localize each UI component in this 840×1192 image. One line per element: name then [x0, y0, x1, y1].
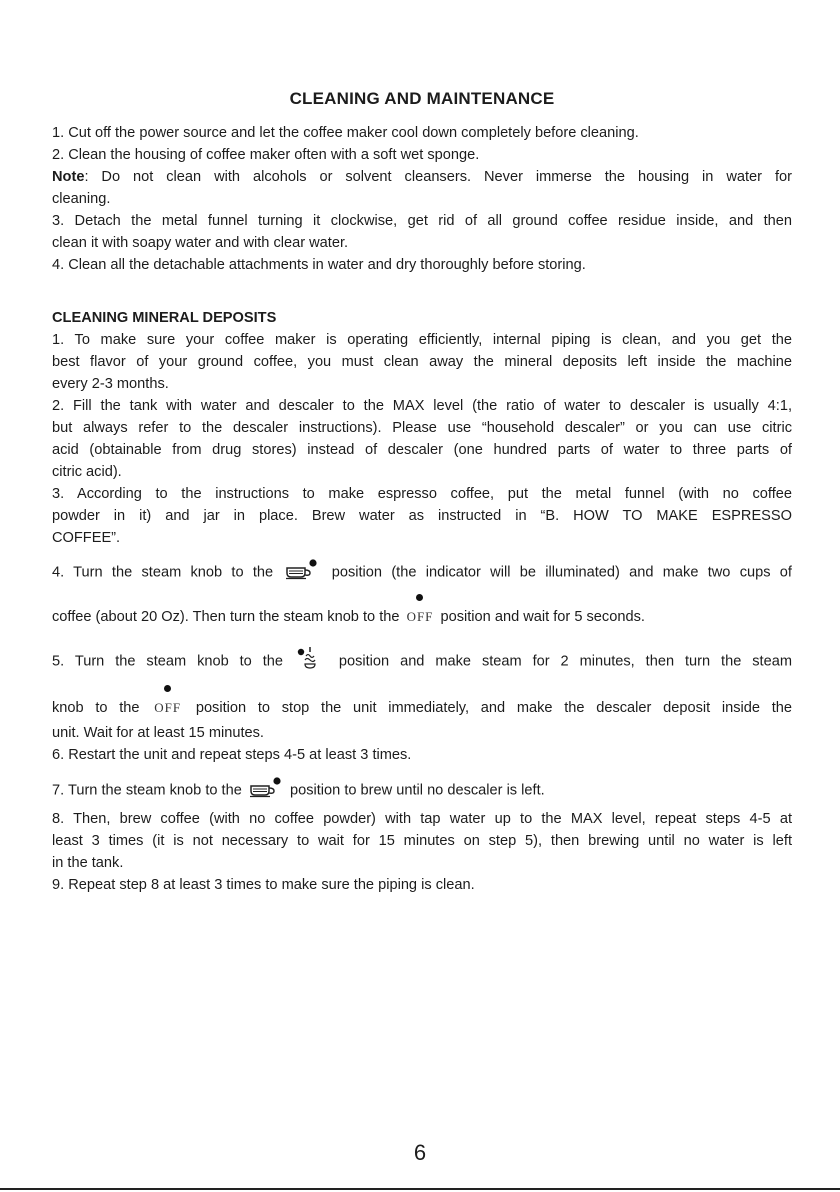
step-5-text-a: 5. Turn the steam knob to the [52, 653, 284, 670]
step-4-text-a: 4. Turn the steam knob to the [52, 564, 274, 581]
mineral-step-1-cont: best flavor of your ground coffee, you must clean away the mineral deposits left inside the machine [52, 354, 792, 370]
step-7-text-b: position to brew until no descaler is left. [289, 782, 545, 799]
off-label: OFF [406, 609, 434, 624]
mineral-step-2-end: citric acid). [52, 464, 122, 480]
mineral-step-2-cont-a: but always refer to the descaler instructions). Please use “household descaler” or you can use citric [52, 420, 792, 436]
bottom-divider [0, 1188, 840, 1190]
document-body [52, 88, 792, 896]
mineral-step-3-end: COFFEE”. [52, 530, 121, 546]
step-5-text-b: position and make steam for 2 minutes, then turn the steam [338, 653, 792, 670]
mineral-step-7 [52, 776, 792, 805]
section-heading: CLEANING MINERAL DEPOSITS [52, 310, 277, 326]
note-label: Note [52, 169, 85, 185]
mineral-step-5-end: unit. Wait for at least 15 minutes. [52, 725, 264, 741]
mineral-step-1: 1. To make sure your coffee maker is operating efficiently, internal piping is clean, and you get the [52, 332, 792, 348]
mineral-step-4-cont [52, 606, 792, 628]
page-title: CLEANING AND MAINTENANCE [289, 89, 555, 108]
maintenance-step-4: 4. Clean all the detachable attachments in water and dry thoroughly before storing. [52, 257, 586, 273]
step-5-text-c: knob to the [52, 700, 140, 716]
maintenance-step-3: 3. Detach the metal funnel turning it clockwise, get rid of all ground coffee residue inside, and then [52, 213, 792, 229]
coffee-cup-icon [248, 776, 284, 805]
off-label: OFF [154, 700, 182, 715]
mineral-step-5-cont [52, 697, 792, 719]
mineral-step-2-cont-b: acid (obtainable from drug stores) instead of descaler (one hundred parts of water to three parts of [52, 442, 792, 458]
page-number: 6 [413, 1140, 427, 1165]
note-text: : Do not clean with alcohols or solvent cleansers. Never immerse the housing in water for [84, 169, 792, 185]
step-4-text-d: position and wait for 5 seconds. [440, 609, 645, 625]
mineral-step-4 [52, 558, 792, 587]
step-4-text-c: coffee (about 20 Oz). Then turn the steam knob to the [52, 609, 400, 625]
mineral-step-5 [52, 645, 792, 678]
off-position-icon [407, 606, 434, 628]
mineral-step-2: 2. Fill the tank with water and descaler to the MAX level (the ratio of water to descaler is usually 4:1, [52, 398, 792, 414]
step-5-text-d: position to stop the unit immediately, and make the descaler deposit inside the [195, 700, 792, 716]
mineral-step-3: 3. According to the instructions to make espresso coffee, put the metal funnel (with no coffee [52, 486, 792, 502]
off-position-icon [154, 697, 181, 719]
maintenance-step-1: 1. Cut off the power source and let the coffee maker cool down completely before cleaning. [52, 125, 639, 141]
maintenance-step-2: 2. Clean the housing of coffee maker often with a soft wet sponge. [52, 147, 480, 163]
maintenance-note-cont: cleaning. [52, 191, 111, 207]
off-indicator-dot [164, 685, 171, 692]
maintenance-step-3-cont: clean it with soapy water and with clear water. [52, 235, 349, 251]
mineral-step-9: 9. Repeat step 8 at least 3 times to make sure the piping is clean. [52, 877, 475, 893]
maintenance-note [52, 166, 792, 188]
step-7-text-a: 7. Turn the steam knob to the [52, 782, 242, 799]
mineral-step-8-cont: least 3 times (it is not necessary to wait for 15 minutes on step 5), then brewing until no water is left [52, 833, 792, 849]
mineral-step-8: 8. Then, brew coffee (with no coffee powder) with tap water up to the MAX level, repeat steps 4-5 at [52, 811, 792, 827]
step-4-text-b: position (the indicator will be illuminated) and make two cups of [331, 564, 792, 581]
mineral-step-3-cont: powder in it) and jar in place. Brew water as instructed in “B. HOW TO MAKE ESPRESSO [52, 508, 792, 524]
mineral-step-8-end: in the tank. [52, 855, 124, 871]
coffee-cup-icon [284, 558, 320, 587]
mineral-step-6: 6. Restart the unit and repeat steps 4-5 at least 3 times. [52, 747, 412, 763]
steam-icon [296, 645, 326, 678]
off-indicator-dot [416, 594, 423, 601]
mineral-step-1-end: every 2-3 months. [52, 376, 169, 392]
